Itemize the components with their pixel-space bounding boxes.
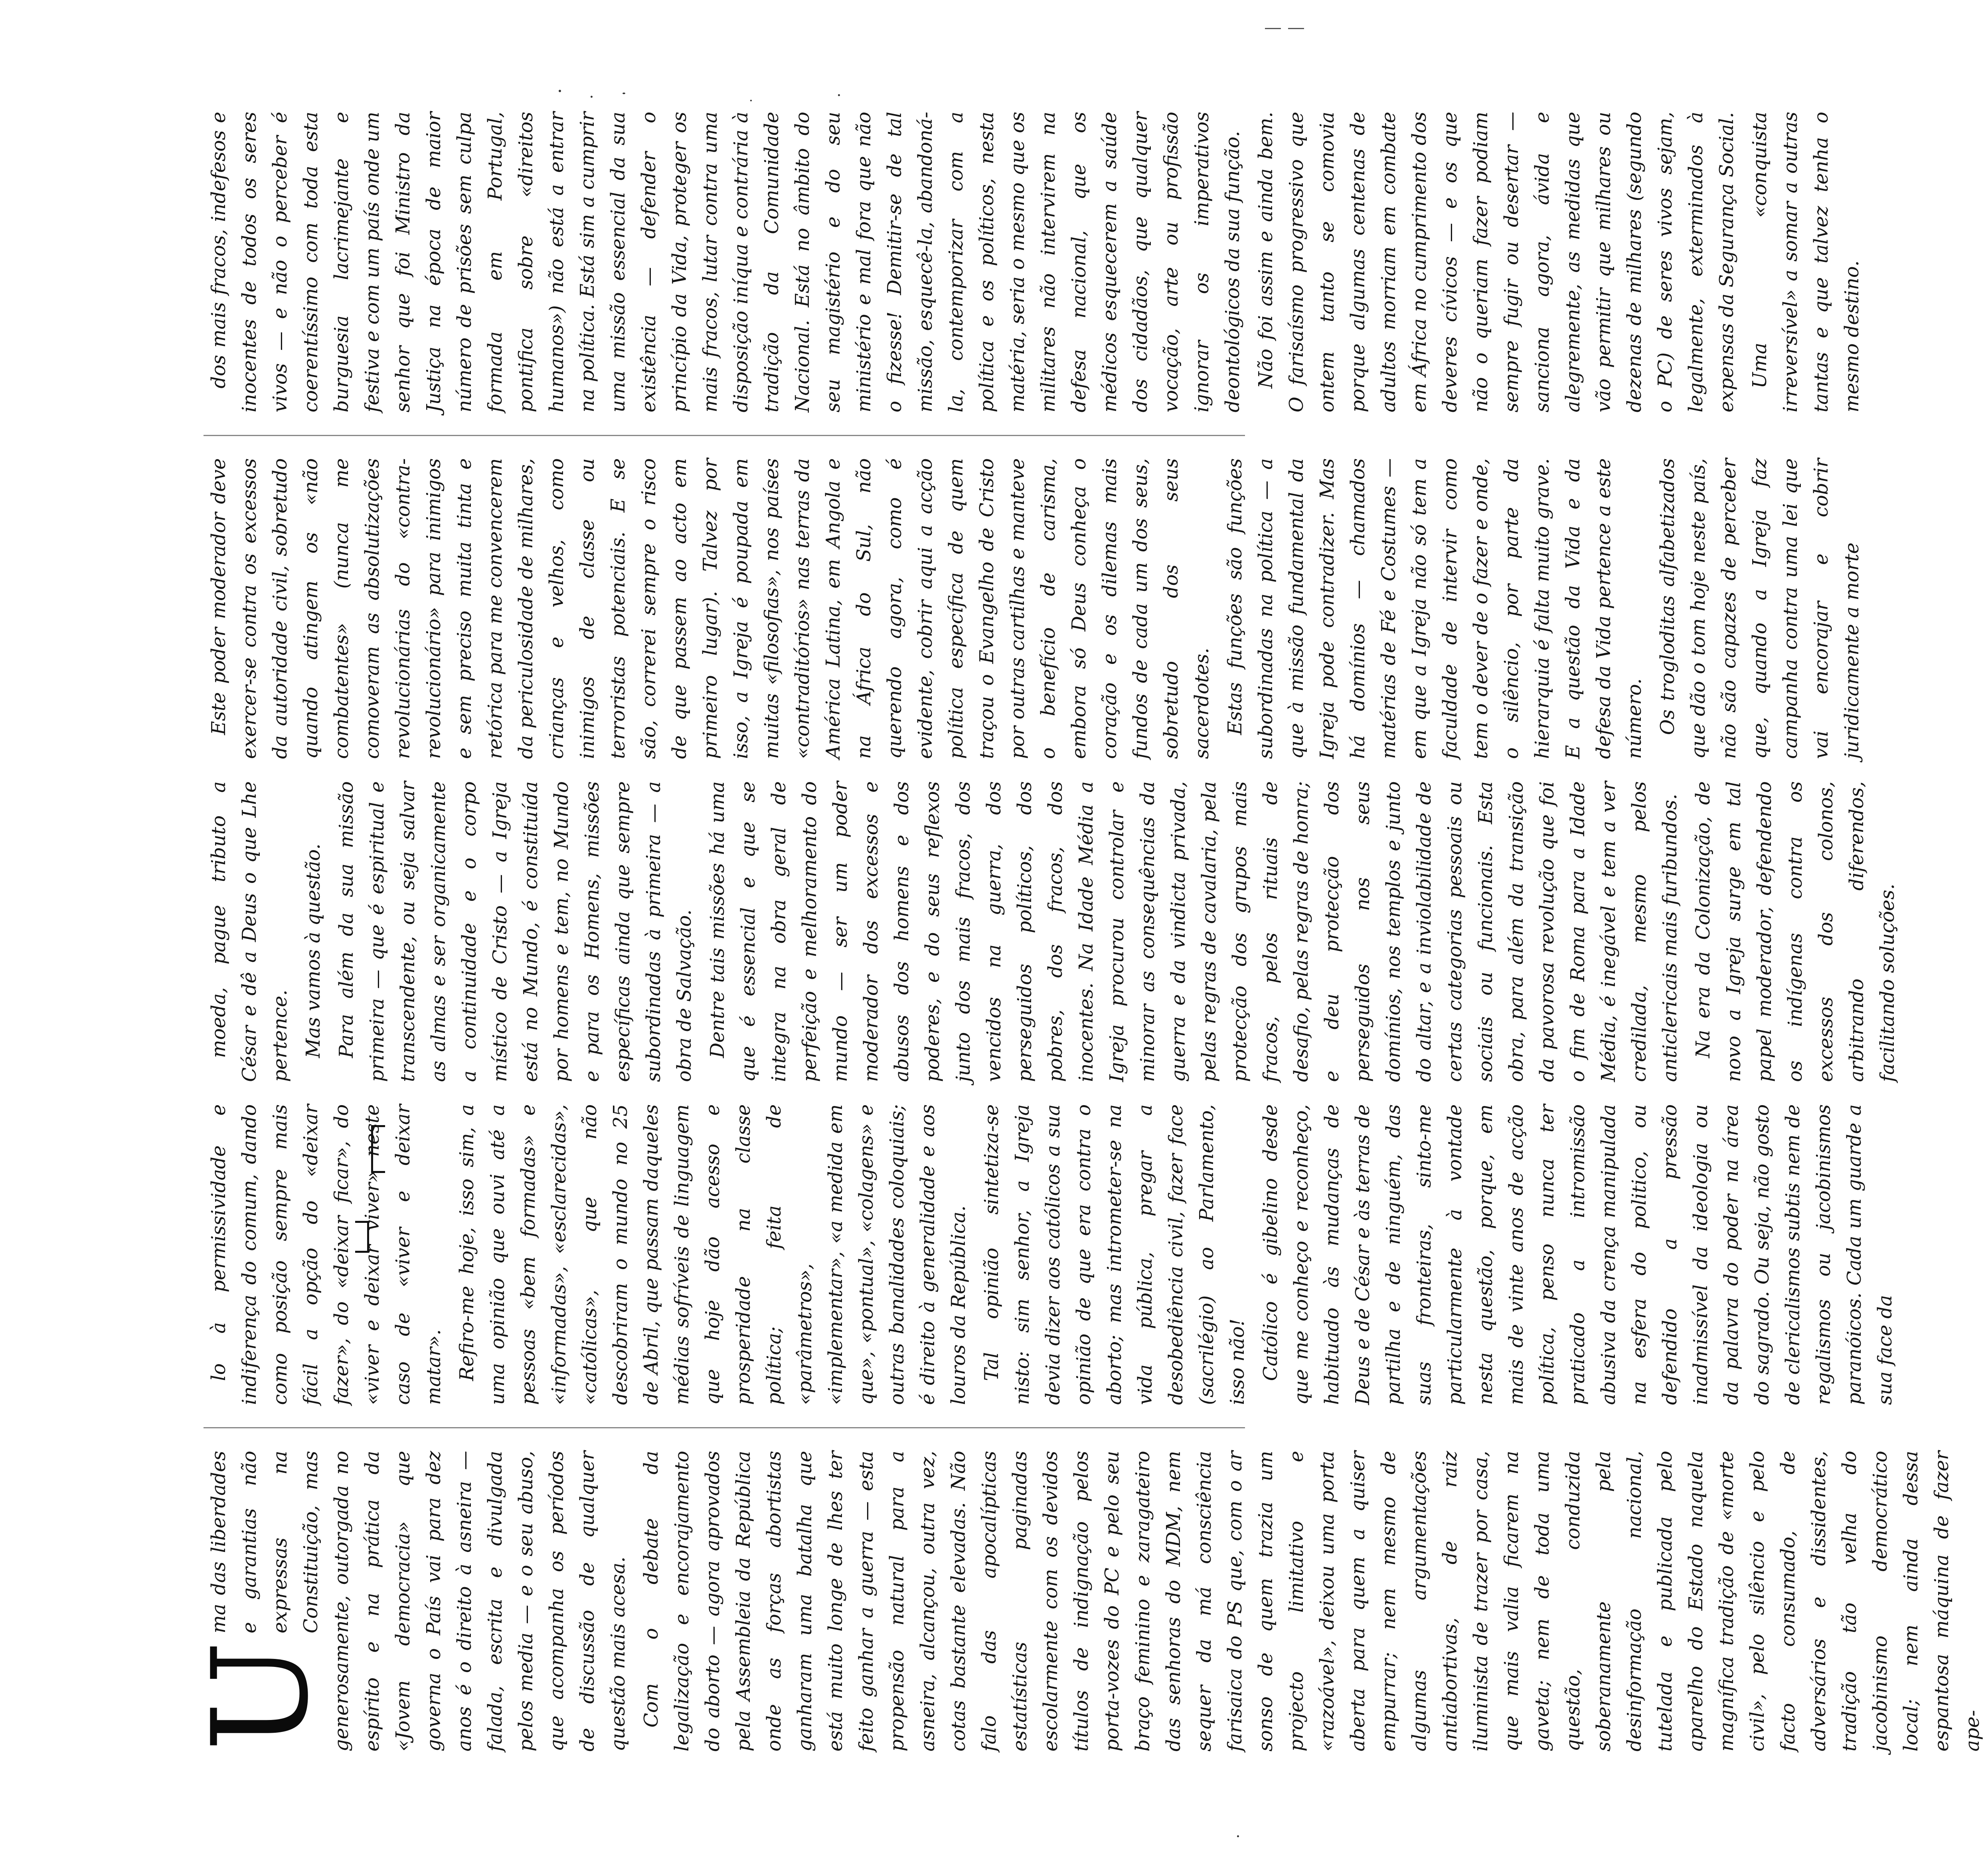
article-paragraph: Uma «conquista irreversível» a somar a outras tantas e que talvez tenha o mesmo destino. <box>1749 112 1863 413</box>
article-paragraph: dos mais fracos, indefesos e inocentes de todos os seres vivos — e não o perceber é coerentíssimo com toda esta burguesia lacrimejante e festiva e com um país onde um senhor que foi Ministro da Justiça na época de maior número de prisões sem culpa formada em Portugal, pontifica sobre «direitos humanos») não está a entrar na política. Está sim a cumprir uma missão essencial da sua existência — defender o princípio da Vida, proteger os mais fracos, lutar contra uma disposição iníqua e contrária à tradição da Comunidade Nacional. Está no âmbito do seu magistério e do seu ministério e mal fora que não o fizesse! Demitir-se de tal missão, esquecê-la, abandoná-la, contemporizar com a política e os políticos, nesta matéria, seria o mesmo que os militares não intervirem na defesa nacional, que os médicos esquecerem a saúde dos cidadãos, que qualquer vocação, arte ou profissão ignorar os imperativos deontológicos da sua função. <box>207 112 1244 413</box>
scan-edge-mark <box>1288 28 1304 29</box>
article-paragraph: Refiro-me hoje, isso sim, a uma opinião que ouvi até a pessoas «bem formadas» e «informadas», «esclarecidas», «católicas», que não descobriram o mundo no 25 de Abril, que passam daqueles médias sofríveis de linguagem que hoje dão acesso e prosperidade na classe política; feita de «parâmetros», «implementar», «a medida em que», «pontual», «colagens» e outras banalidades coloquiais; é direito à generalidade e aos louros da República. <box>456 1104 970 1405</box>
article-paragraph: Mas vamos à questão. <box>302 843 324 1058</box>
article-paragraph: Tal opinião sintetiza-se nisto: sim senhor, a Igreja devia dizer aos católicos a sua opinião de que era contra o aborto; mas intrometer-se na vida pública, pregar a desobediência civil, fazer face (sacrilégio) ao Parlamento, isso não! <box>980 1104 1249 1405</box>
scan-speck <box>559 90 561 92</box>
article-paragraph: Os trogloditas alfabetizados que dão o tom hoje neste país, não são capazes de perceber que, quando a Igreja faz campanha contra uma lei que vai encorajar e cobrir juridicamente a morte <box>1656 458 1863 759</box>
column-divider <box>204 435 1245 436</box>
column-divider <box>204 1427 1245 1428</box>
article-paragraph: Católico é gibelino desde que me conheço e reconheço, habituado às mudanças de Deus e de César e às terras de partilha e de ninguém, das suas fronteiras, sinto-me particularmente à vontade nesta questão, porque, em mais de vinte anos de acção política, penso nunca ter praticado a intromissão abusiva da crença manipulada na esfera do politico, ou defendido a pressão inadmissível da ideologia ou da palavra do poder na área do sagrado. Ou seja, não gosto de clericalismos subtis nem de regalismos ou jacobinismos paranóicos. Cada um guarde a sua face da <box>1259 1104 1896 1405</box>
scan-speck <box>1237 1835 1239 1837</box>
article-paragraph: lo à permissividade e indiferença do comum, dando como posição sempre mais fácil a opção do «deixar fazer», do «deixar ficar», do «viver e deixar viver» neste caso de «viver e deixar matar». <box>207 1104 445 1405</box>
article-paragraph: Com o debate da legalização e encorajamento do aborto — agora aprovados pela Assembleia da República onde as forças abortistas ganharam uma batalha que está muito longe de lhes ter feito ganhar a guerra — esta propensão natural para a asneira, alcançou, outra vez, cotas bastante elevadas. Não falo das apocalípticas estatísticas paginadas escolarmente com os devidos títulos de indignação pelos porta-vozes do PC e pelo seu braço feminino e zaragateiro das senhoras do MDM, nem sequer da má consciência farisaica do PS que, com o ar sonso de quem trazia um projecto limitativo e «razoável», deixou uma porta aberta para quem a quiser empurrar; nem mesmo de algumas argumentações antiabortivas, de raiz iluminista de trazer por casa, que mais valia ficarem na gaveta; nem de toda uma questão, conduzida soberanamente pela desinformação nacional, tutelada e publicada pelo aparelho do Estado naquela magnífica tradição de «morte civil», pelo silêncio e pelo facto consumado, de adversários e dissidentes, tradição tão velha do jacobinismo democrático local; nem ainda dessa espantosa máquina de fazer ape- <box>640 1451 1984 1751</box>
article-paragraph: Este poder moderador deve exercer-se contra os excessos da autoridade civil, sobretudo quando atingem os «não combatentes» (nunca me comoveram as absolutizações revolucionárias do «contra-revolucionário» para inimigos e sem preciso muita tinta e retórica para me convencerem da periculosidade de milhares, crianças e velhos, como inimigos de classe ou terroristas potenciais. E se são, correrei sempre o risco de que passem ao acto em primeiro lugar). Talvez por isso, a Igreja é poupada em muitas «filosofias», nos países «contraditórios» nas terras da América Latina, em Angola e na África do Sul, não querendo agora, como é evidente, cobrir aqui a acção política específica de quem traçou o Evangelho de Cristo por outras cartilhas e manteve o benefício de carisma, embora só Deus conheça o coração e os dilemas mais fundos de cada um dos seus, sobretudo dos seus sacerdotes. <box>207 458 1213 759</box>
article-paragraph <box>184 1451 634 1751</box>
scan-bracket-mark <box>355 1221 369 1253</box>
article-body <box>184 96 1984 1767</box>
newspaper-clipping <box>184 96 1984 1767</box>
article-paragraph: Dentre tais missões há uma que é essencial e que se integra na obra geral de perfeição e melhoramento do mundo — ser um poder moderador dos excessos e abusos dos homens e dos poderes, e do seus reflexos junto dos mais fracos, dos vencidos na guerra, dos perseguidos políticos, dos pobres, dos fracos, dos inocentes. Na Idade Média a Igreja procurou controlar e minorar as consequências da guerra e da vindicta privada, pelas regras de cavalaria, pela protecção dos grupos mais fracos, pelos rituais de desafio, pelas regras de honra; e deu protecção dos perseguidos nos seus domínios, nos templos e junto do altar, e a inviolabilidade de certas categorias pessoais ou sociais ou funcionais. Esta obra, para além da transição da pavorosa revolução que foi o fim de Roma para a Idade Média, é inegável e tem a ver credilada, mesmo pelos anticlericais mais furibundos. <box>706 781 1681 1082</box>
scan-speck <box>622 93 625 94</box>
article-column-4 <box>204 458 1863 759</box>
article-paragraph: moeda, pague tributo a César e dê a Deus o que Lhe pertence. <box>207 781 291 1082</box>
article-paragraph: Estas funções são funções subordinadas na política — a que à missão fundamental da Igreja pode contradizer. Mas há domínios — chamados matérias de Fé e Costumes — em que a Igreja não só tem a faculdade de intervir como tem o dever de o fazer e onde, o silêncio, por parte da hierarquia é falta muito grave. E a questão da Vida e da defesa da Vida pertence a este número. <box>1224 458 1646 759</box>
scan-bracket-mark <box>371 1125 385 1173</box>
article-column-3 <box>204 781 1899 1082</box>
drop-cap: U <box>184 1640 337 1751</box>
article-paragraph: Na era da Colonização, de novo a Igreja surge em tal papel moderador, defendendo os indígenas contra os excessos dos colonos, arbitrando diferendos, facilitando soluções. <box>1692 781 1899 1082</box>
article-column-1 <box>184 1451 1984 1751</box>
article-column-2 <box>204 1104 1896 1405</box>
article-paragraph: Não foi assim e ainda bem. O farisaísmo progressivo que ontem tanto se comovia porque algumas centenas de adultos morriam em combate em África no cumprimento dos deveres cívicos — e os que não o queriam fazer podiam sempre fugir ou desertar — sanciona agora, ávida e alegremente, as medidas que vão permitir que milhares ou dezenas de milhares (segundo o PC) de seres vivos sejam, legalmente, exterminados à expensas da Segurança Social. <box>1255 112 1738 413</box>
article-paragraph: Para além da sua missão primeira — que é espiritual e transcendente, ou seja salvar as almas e ser organicamente a continuidade e o corpo místico de Cristo — a Igreja está no Mundo, é constituída por homens e tem, no Mundo e para os Homens, missões específicas ainda que sempre subordinadas à primeira — a obra de Salvação. <box>335 781 696 1082</box>
scan-edge-mark <box>1265 28 1281 29</box>
paragraph-text: ma das liberdades e garantias não expressas na Constituição, mas generosamente, outorgada no espírito e na prática da «Jovem democracia» que governa o País vai para dez anos é o direito à asneira — falada, escrita e divulgada pelos media — e o seu abuso, que acompanha os períodos de discussão de qualquer questão mais acesa. <box>207 1451 629 1751</box>
article-column-5 <box>204 112 1863 413</box>
